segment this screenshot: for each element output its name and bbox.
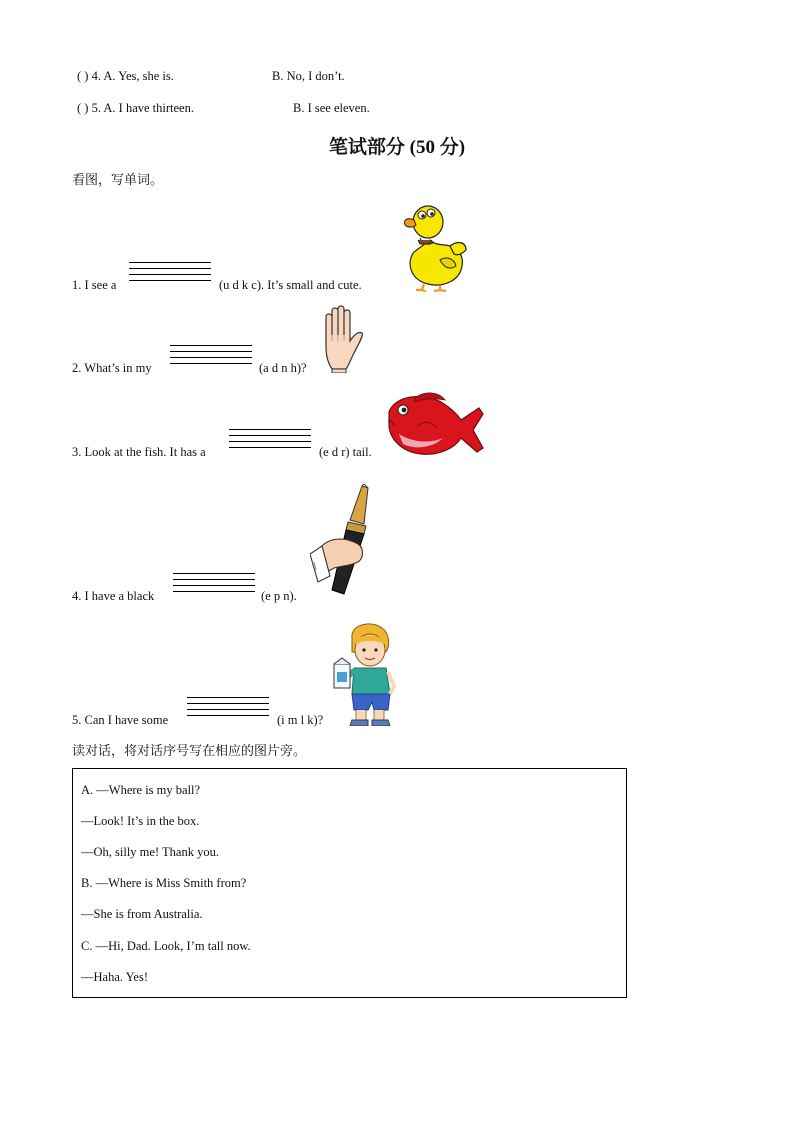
duck-picture [400, 200, 470, 292]
dialogue-line: A. —Where is my ball? [81, 783, 201, 797]
dialogue-line: B. —Where is Miss Smith from? [81, 876, 247, 890]
answer-paren[interactable]: ( ) [77, 69, 89, 83]
option-b: B. No, I don’t. [272, 69, 345, 83]
option-a: A. Yes, she is. [103, 69, 174, 83]
item-2-hint: (a d n h)? [259, 361, 307, 375]
dialogue-line: —Look! It’s in the box. [81, 814, 200, 828]
question-number: 4. [91, 69, 101, 83]
part2-instruction: 读对话，将对话序号写在相应的图片旁。 [72, 744, 307, 759]
red-fish-picture [385, 390, 487, 458]
item-3-blank[interactable] [229, 429, 311, 451]
item-2-blank[interactable] [170, 345, 252, 367]
dialogue-line: —Haha. Yes! [81, 970, 149, 984]
section-title: 笔试部分 (50 分) [328, 137, 466, 158]
pen-picture [310, 484, 370, 598]
boy-with-milk-picture [332, 620, 398, 726]
item-1-prompt: 1. I see a [72, 278, 117, 292]
item-3-hint: (e d r) tail. [319, 445, 372, 459]
item-5-hint: (i m l k)? [277, 713, 324, 727]
item-5-blank[interactable] [187, 697, 269, 719]
item-4-blank[interactable] [173, 573, 255, 595]
hand-picture [318, 305, 366, 373]
question-4 [77, 68, 174, 84]
option-b: B. I see eleven. [293, 101, 370, 115]
dialogue-line: C. —Hi, Dad. Look, I’m tall now. [81, 939, 251, 953]
dialogue-line: —Oh, silly me! Thank you. [81, 845, 219, 859]
item-1-hint: (u d k c). It’s small and cute. [219, 278, 362, 292]
item-2-prompt: 2. What’s in my [72, 361, 152, 375]
dialogue-box [72, 768, 627, 998]
question-number: 5. [91, 101, 101, 115]
item-5-prompt: 5. Can I have some [72, 713, 169, 727]
option-a: A. I have thirteen. [103, 101, 194, 115]
dialogue-line: —She is from Australia. [81, 907, 203, 921]
item-4-prompt: 4. I have a black [72, 589, 155, 603]
question-5 [77, 100, 194, 116]
item-4-hint: (e p n). [261, 589, 297, 603]
item-3-prompt: 3. Look at the fish. It has a [72, 445, 206, 459]
item-1-blank[interactable] [129, 262, 211, 284]
answer-paren[interactable]: ( ) [77, 101, 89, 115]
part1-instruction: 看图，写单词。 [72, 173, 164, 188]
